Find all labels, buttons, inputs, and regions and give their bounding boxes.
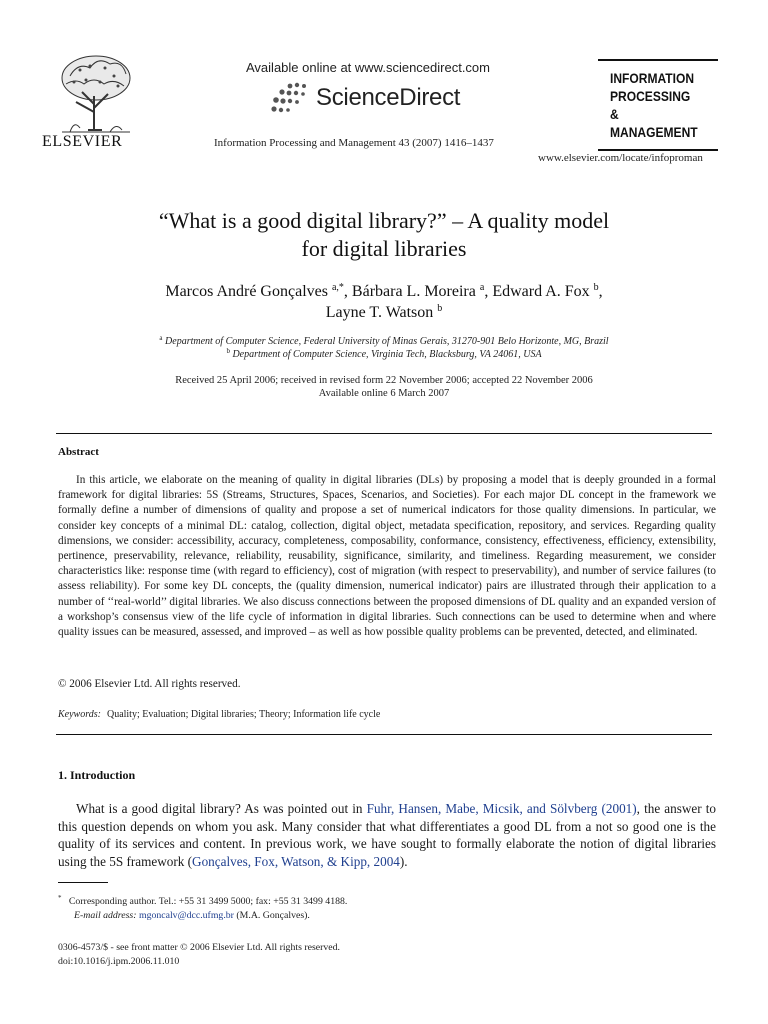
page-footer — [58, 941, 340, 969]
journal-title: INFORMATION PROCESSING & MANAGEMENT — [610, 70, 698, 140]
section-heading: 1. Introduction — [58, 768, 136, 782]
issn-line: 0306-4573/$ - see front matter © 2006 Elsevier Ltd. All rights reserved. — [58, 942, 340, 953]
email-link[interactable]: mgoncalv@dcc.ufmg.br — [138, 909, 234, 921]
elsevier-tree-icon — [50, 52, 140, 138]
author-marks: b — [593, 282, 599, 293]
sciencedirect-logo — [268, 78, 498, 118]
keywords-label: Keywords: — [58, 709, 101, 720]
email-label: E-mail address: — [74, 909, 137, 921]
journal-url: www.elsevier.com/locate/infoproman — [538, 152, 703, 164]
keywords-list: Quality; Evaluation; Digital libraries; Theory; Information life cycle — [106, 709, 381, 720]
affiliations — [60, 335, 708, 361]
corresponding-author: Corresponding author. Tel.: +55 31 3499 5000; fax: +55 31 3499 4188. — [68, 896, 348, 907]
divider — [56, 433, 712, 434]
footnote-divider — [58, 882, 108, 883]
author-list: Marcos André Gonçalves $^{a,*}$, Bárbara L. Moreira $^a$, Edward A. Fox $^b$, Layne T. Watson $^b$ — [165, 282, 603, 321]
available-online-date: Available online 6 March 2007 — [318, 388, 450, 399]
doi-line: doi:10.1016/j.ipm.2006.11.010 — [58, 956, 180, 967]
author-marks: b — [437, 303, 443, 314]
citation-link[interactable]: Fuhr, Hansen, Mabe, Micsik, and Sölvberg (2001) — [366, 801, 637, 816]
footnote-mark: * — [58, 894, 62, 902]
author-marks: a,* — [331, 282, 344, 293]
affiliation-mark: b — [226, 347, 230, 355]
journal-citation: Information Processing and Management 43 (2007) 1416–1437 — [214, 137, 494, 149]
abstract-copyright: © 2006 Elsevier Ltd. All rights reserved. — [58, 678, 241, 690]
sciencedirect-dots-icon — [268, 80, 312, 116]
abstract-body: In this article, we elaborate on the meaning of quality in digital libraries (DLs) by proposing a model that is deeply grounded in a formal framework for digital libraries: 5S (Streams, Structures, Spaces, Scenarios, and Societies). For each major DL concept in the framework we formally define a number of dimensions of quality and propose a set of numerical indicators for those quality dimensions. In particular, we consider key concepts of a minimal DL: catalog, collection, digital object, metadata specification, repository, and services. Regarding quality dimensions, we consider: accessibility, accuracy, completeness, composability, conformance, consistency, effectiveness, efficiency, extensibility, pertinence, preservability, relevance, reliability, reusability, significance, similarity, and timeliness. Regarding measurement, we consider characteristics like: response time (with regard to efficiency), cost of migration (with respect to preservability), and number of service failures (to assess reliability). For some key DL concepts, the (quality dimension, numerical indicator) pairs are illustrated through their application to a number of ‘‘real-world’’ digital libraries. We also discuss connections between the proposed dimensions of DL quality and an expanded version of a workshop’s consensus view of the life cycle of information in digital libraries. Such connections can be used to determine when and where quality issues can be measured, assessed, and improved – as well as how possible quality problems can be prevented, detected, and eliminated. — [58, 474, 716, 639]
author-marks: a — [479, 282, 485, 293]
citation-link[interactable]: Gonçalves, Fox, Watson, & Kipp, 2004 — [192, 853, 400, 869]
sciencedirect-wordmark: ScienceDirect — [316, 84, 461, 111]
footnote: * Corresponding author. Tel.: +55 31 3499 5000; fax: +55 31 3499 4188. E-mail address: mgoncalv@dcc.ufmg.br (M.A. Gonçalves). — [58, 894, 348, 921]
affiliation-text: Department of Computer Science, Virginia Tech, Blacksburg, VA 24061, USA — [232, 349, 542, 360]
author-name: Marcos André Gonçalves — [165, 283, 328, 300]
affiliation-text: Department of Computer Science, Federal University of Minas Gerais, 31270-901 Belo Horizonte, MG, Brazil — [165, 336, 609, 347]
elsevier-wordmark: ELSEVIER — [42, 133, 123, 150]
introduction-paragraph: What is a good digital library? As was pointed out in Fuhr, Hansen, Mabe, Micsik, and Sölvberg (2001), the answer to this question depends on whom you ask. Many consider that what differentiates a good DL from a not so good one is the quality of its services and content. In previous work, we have sought to formally elaborate the notion of digital libraries using the 5S framework (Gonçalves, Fox, Watson, & Kipp, 2004). — [58, 801, 717, 869]
author-name: Layne T. Watson — [325, 304, 434, 321]
author-name: Edward A. Fox — [492, 283, 590, 300]
article-title: “What is a good digital library?” – A quality model for digital libraries — [158, 208, 610, 261]
keywords — [58, 709, 380, 720]
journal-title-box — [598, 59, 718, 151]
available-online-text: Available online at www.sciencedirect.com — [246, 60, 490, 75]
abstract-heading: Abstract — [58, 446, 99, 458]
affiliation-mark: a — [159, 334, 163, 342]
divider — [56, 734, 712, 735]
author-name: Bárbara L. Moreira — [351, 283, 476, 300]
received-dates: Received 25 April 2006; received in revised form 22 November 2006; accepted 22 November 2006 — [175, 375, 593, 386]
article-history — [60, 374, 708, 400]
